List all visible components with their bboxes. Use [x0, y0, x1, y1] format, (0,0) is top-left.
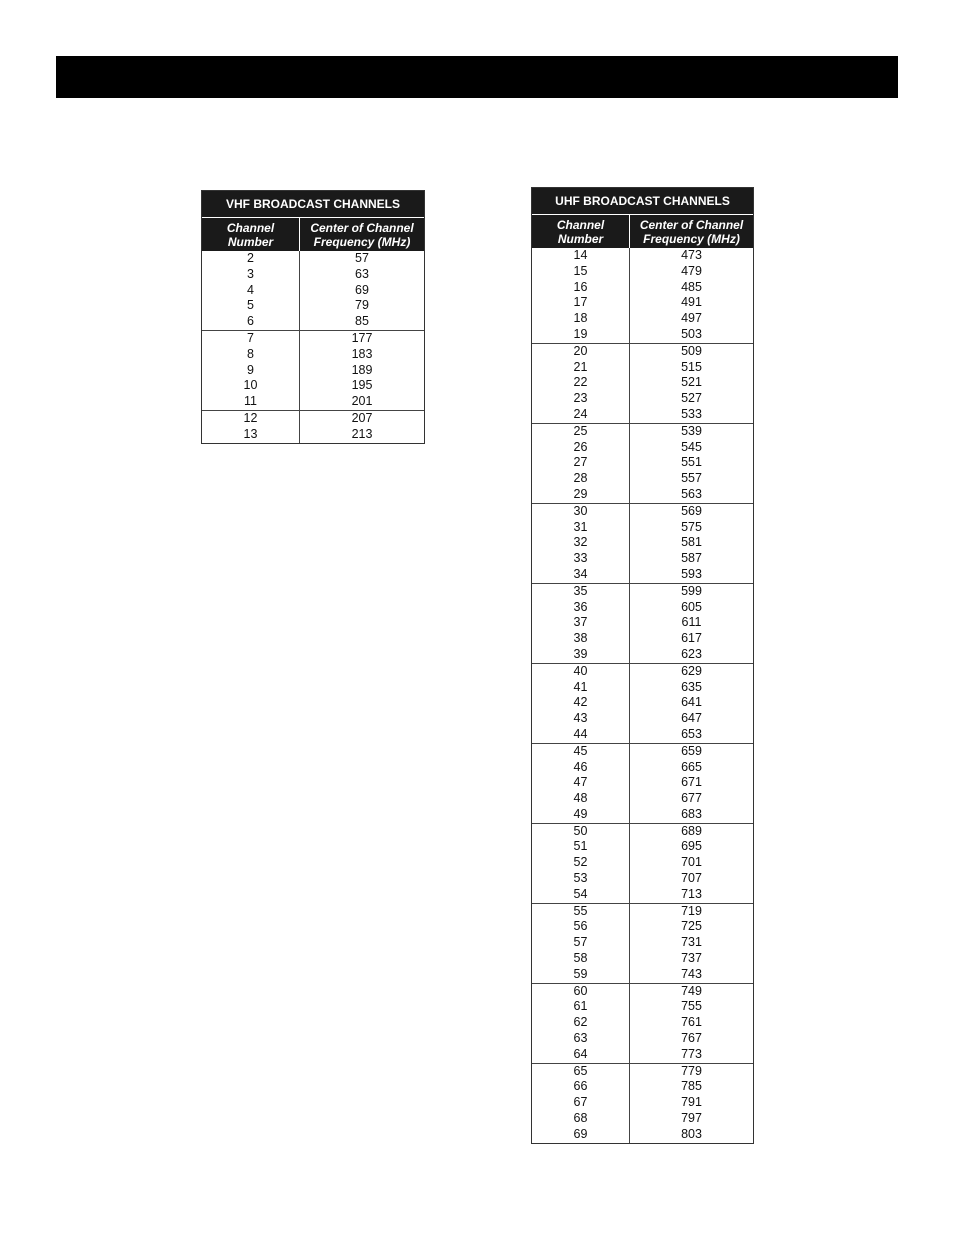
vhf-frequency-column: [300, 411, 424, 443]
channel-number-cell: 65: [573, 1063, 588, 1078]
frequency-cell: 719: [681, 903, 702, 918]
channel-number-cell: 22: [573, 375, 588, 390]
uhf-frequency-column: [630, 504, 753, 583]
frequency-cell: 569: [681, 503, 702, 518]
channel-number-cell: 10: [243, 378, 258, 393]
frequency-cell: 695: [681, 839, 702, 854]
frequency-cell: 479: [681, 263, 702, 278]
uhf-channel-column: [532, 744, 630, 823]
frequency-cell: 635: [681, 679, 702, 694]
channel-number-cell: 27: [573, 455, 588, 470]
frequency-cell: 551: [681, 455, 702, 470]
channel-number-cell: 26: [573, 439, 588, 454]
uhf-frequency-header: [630, 215, 753, 248]
uhf-col1-line2: Number: [557, 231, 604, 246]
frequency-cell: 797: [681, 1111, 702, 1126]
vhf-frequency-column: [300, 251, 424, 330]
channel-number-cell: 8: [247, 346, 254, 361]
channel-number-cell: 7: [247, 330, 254, 345]
vhf-table-header: [202, 218, 424, 251]
frequency-cell: 641: [681, 695, 702, 710]
channel-number-cell: 34: [573, 566, 588, 581]
uhf-table-title: UHF BROADCAST CHANNELS: [532, 188, 753, 215]
channel-number-cell: 30: [573, 503, 588, 518]
channel-number-cell: 61: [573, 999, 588, 1014]
channel-number-cell: 39: [573, 646, 588, 661]
channel-number-cell: 67: [573, 1095, 588, 1110]
vhf-channel-column: [202, 331, 300, 410]
vhf-frequency-header: [300, 218, 424, 251]
uhf-col2-line2: Frequency (MHz): [643, 231, 740, 246]
frequency-cell: 521: [681, 375, 702, 390]
channel-number-cell: 49: [573, 806, 588, 821]
frequency-cell: 79: [355, 298, 369, 313]
frequency-cell: 57: [355, 251, 369, 265]
channel-number-cell: 19: [573, 326, 588, 341]
frequency-cell: 707: [681, 871, 702, 886]
uhf-frequency-column: [630, 664, 753, 743]
channel-number-cell: 3: [247, 266, 254, 281]
header-bar: [56, 56, 898, 98]
channel-number-cell: 2: [247, 251, 254, 265]
channel-number-cell: 69: [573, 1126, 588, 1141]
channel-number-cell: 31: [573, 519, 588, 534]
frequency-cell: 207: [351, 410, 373, 425]
vhf-frequency-column: [300, 331, 424, 410]
channel-number-cell: 58: [573, 951, 588, 966]
channel-number-cell: 41: [573, 679, 588, 694]
frequency-cell: 201: [351, 394, 373, 409]
channel-number-cell: 43: [573, 711, 588, 726]
channel-number-cell: 35: [573, 583, 588, 598]
uhf-row-group: [532, 663, 753, 743]
channel-number-cell: 29: [573, 486, 588, 501]
frequency-cell: 605: [681, 599, 702, 614]
frequency-cell: 791: [681, 1095, 702, 1110]
uhf-channel-column: [532, 504, 630, 583]
channel-number-cell: 4: [247, 282, 254, 297]
frequency-cell: 497: [681, 311, 702, 326]
channel-number-cell: 47: [573, 775, 588, 790]
frequency-cell: 701: [681, 855, 702, 870]
uhf-row-group: [532, 1063, 753, 1143]
frequency-cell: 539: [681, 423, 702, 438]
frequency-cell: 533: [681, 406, 702, 421]
channel-number-cell: 14: [573, 248, 588, 262]
channel-number-cell: 57: [573, 935, 588, 950]
vhf-col2-line1: Center of Channel: [310, 220, 414, 235]
frequency-cell: 761: [681, 1015, 702, 1030]
channel-number-cell: 11: [244, 394, 257, 409]
frequency-cell: 177: [351, 330, 373, 345]
frequency-cell: 575: [681, 519, 702, 534]
channel-number-cell: 13: [243, 426, 258, 441]
frequency-cell: 491: [681, 295, 702, 310]
frequency-cell: 629: [681, 663, 702, 678]
uhf-row-group: [532, 248, 753, 343]
frequency-cell: 677: [681, 791, 702, 806]
channel-number-cell: 40: [573, 663, 588, 678]
channel-number-cell: 33: [573, 551, 588, 566]
channel-number-cell: 15: [573, 263, 588, 278]
channel-number-cell: 60: [573, 983, 588, 998]
vhf-row-group: [202, 251, 424, 330]
uhf-channel-number-header: [532, 215, 630, 248]
channel-number-cell: 42: [573, 695, 588, 710]
channel-number-cell: 55: [573, 903, 588, 918]
frequency-cell: 515: [681, 359, 702, 374]
frequency-cell: 749: [681, 983, 702, 998]
uhf-channel-column: [532, 664, 630, 743]
channel-number-cell: 16: [573, 279, 588, 294]
frequency-cell: 69: [355, 282, 369, 297]
uhf-frequency-column: [630, 1064, 753, 1143]
uhf-channel-column: [532, 248, 630, 343]
frequency-cell: 785: [681, 1079, 702, 1094]
channel-number-cell: 9: [247, 362, 254, 377]
frequency-cell: 557: [681, 471, 702, 486]
frequency-cell: 737: [681, 951, 702, 966]
frequency-cell: 803: [681, 1126, 702, 1141]
channel-number-cell: 48: [573, 791, 588, 806]
uhf-channel-column: [532, 1064, 630, 1143]
frequency-cell: 545: [681, 439, 702, 454]
frequency-cell: 213: [351, 426, 373, 441]
vhf-channel-column: [202, 411, 300, 443]
channel-number-cell: 44: [573, 726, 588, 741]
frequency-cell: 779: [681, 1063, 702, 1078]
channel-number-cell: 63: [573, 1031, 588, 1046]
channel-number-cell: 37: [573, 615, 588, 630]
channel-number-cell: 28: [573, 471, 588, 486]
channel-number-cell: 36: [573, 599, 588, 614]
channel-number-cell: 68: [573, 1111, 588, 1126]
channel-number-cell: 62: [573, 1015, 588, 1030]
channel-number-cell: 51: [573, 839, 588, 854]
uhf-frequency-column: [630, 248, 753, 343]
uhf-row-group: [532, 903, 753, 983]
frequency-cell: 689: [681, 823, 702, 838]
channel-number-cell: 25: [573, 423, 588, 438]
uhf-row-group: [532, 743, 753, 823]
channel-number-cell: 64: [573, 1046, 588, 1061]
vhf-channel-table: [201, 190, 425, 444]
frequency-cell: 773: [681, 1046, 702, 1061]
frequency-cell: 683: [681, 806, 702, 821]
uhf-channel-column: [532, 904, 630, 983]
frequency-cell: 659: [681, 743, 702, 758]
frequency-cell: 767: [681, 1031, 702, 1046]
uhf-frequency-column: [630, 904, 753, 983]
channel-number-cell: 5: [247, 298, 254, 313]
frequency-cell: 593: [681, 566, 702, 581]
channel-number-cell: 17: [573, 295, 588, 310]
uhf-frequency-column: [630, 824, 753, 903]
frequency-cell: 617: [681, 631, 702, 646]
uhf-frequency-column: [630, 584, 753, 663]
channel-number-cell: 23: [573, 391, 588, 406]
frequency-cell: 485: [681, 279, 702, 294]
frequency-cell: 755: [681, 999, 702, 1014]
uhf-channel-table: [531, 187, 754, 1144]
vhf-row-group: [202, 330, 424, 410]
frequency-cell: 647: [681, 711, 702, 726]
vhf-table-body: [202, 251, 424, 443]
channel-number-cell: 18: [573, 311, 588, 326]
frequency-cell: 63: [355, 266, 369, 281]
frequency-cell: 725: [681, 919, 702, 934]
frequency-cell: 731: [681, 935, 702, 950]
frequency-cell: 743: [681, 966, 702, 981]
channel-number-cell: 53: [573, 871, 588, 886]
channel-number-cell: 50: [573, 823, 588, 838]
frequency-cell: 527: [681, 391, 702, 406]
uhf-col2-line1: Center of Channel: [639, 217, 744, 232]
uhf-col1-line1: Channel: [556, 217, 605, 232]
frequency-cell: 581: [681, 535, 702, 550]
frequency-cell: 183: [351, 346, 373, 361]
channel-number-cell: 21: [573, 359, 588, 374]
vhf-table-title: VHF BROADCAST CHANNELS: [202, 191, 424, 218]
uhf-channel-column: [532, 584, 630, 663]
channel-number-cell: 59: [573, 966, 588, 981]
channel-number-cell: 6: [247, 314, 254, 329]
frequency-cell: 653: [681, 726, 702, 741]
channel-number-cell: 54: [573, 886, 588, 901]
frequency-cell: 509: [681, 343, 702, 358]
channel-number-cell: 56: [573, 919, 588, 934]
channel-number-cell: 66: [573, 1079, 588, 1094]
channel-number-cell: 45: [573, 743, 588, 758]
channel-number-cell: 52: [573, 855, 588, 870]
vhf-channel-number-header: [202, 218, 300, 251]
uhf-channel-column: [532, 424, 630, 503]
frequency-cell: 599: [681, 583, 702, 598]
vhf-col2-line2: Frequency (MHz): [313, 234, 411, 249]
channel-number-cell: 24: [573, 406, 588, 421]
channel-number-cell: 38: [573, 631, 588, 646]
uhf-channel-column: [532, 824, 630, 903]
frequency-cell: 189: [351, 362, 373, 377]
vhf-row-group: [202, 410, 424, 443]
uhf-row-group: [532, 503, 753, 583]
frequency-cell: 623: [681, 646, 702, 661]
frequency-cell: 563: [681, 486, 702, 501]
uhf-channel-column: [532, 344, 630, 423]
frequency-cell: 195: [351, 378, 373, 393]
uhf-table-header: [532, 215, 753, 248]
uhf-row-group: [532, 343, 753, 423]
vhf-channel-column: [202, 251, 300, 330]
frequency-cell: 85: [355, 314, 369, 329]
uhf-row-group: [532, 983, 753, 1063]
frequency-cell: 587: [681, 551, 702, 566]
uhf-row-group: [532, 583, 753, 663]
vhf-col1-line2: Number: [227, 234, 274, 249]
vhf-col1-line1: Channel: [226, 220, 275, 235]
uhf-frequency-column: [630, 424, 753, 503]
channel-number-cell: 32: [573, 535, 588, 550]
uhf-table-body: [532, 248, 753, 1143]
uhf-row-group: [532, 423, 753, 503]
uhf-frequency-column: [630, 744, 753, 823]
frequency-cell: 713: [681, 886, 702, 901]
frequency-cell: 611: [681, 615, 702, 630]
channel-number-cell: 20: [573, 343, 588, 358]
channel-number-cell: 46: [573, 759, 588, 774]
uhf-frequency-column: [630, 984, 753, 1063]
uhf-frequency-column: [630, 344, 753, 423]
frequency-cell: 503: [681, 326, 702, 341]
uhf-channel-column: [532, 984, 630, 1063]
channel-number-cell: 12: [243, 410, 258, 425]
frequency-cell: 665: [681, 759, 702, 774]
uhf-row-group: [532, 823, 753, 903]
frequency-cell: 473: [681, 248, 702, 262]
frequency-cell: 671: [681, 775, 702, 790]
